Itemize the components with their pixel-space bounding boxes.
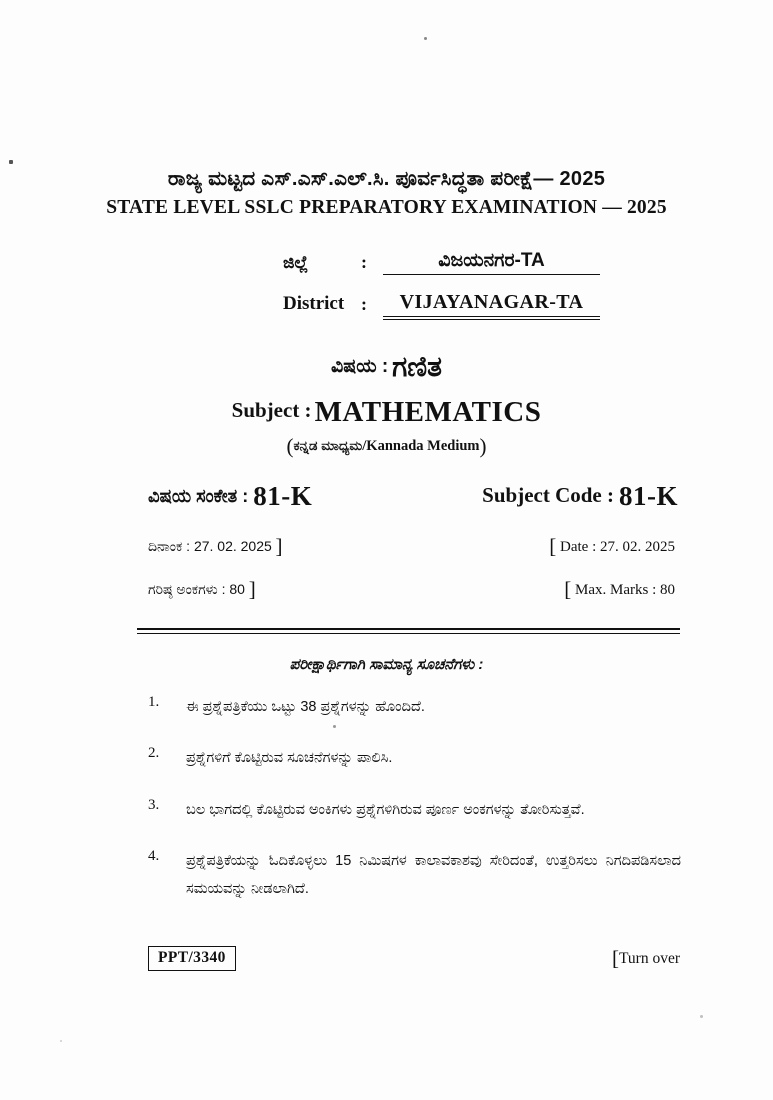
subject-line-english xyxy=(0,396,773,429)
district-value-english: VIJAYANAGAR-TA xyxy=(399,291,584,313)
date-bracket-english: [ xyxy=(549,534,557,558)
instruction-number: 4. xyxy=(148,847,160,864)
instruction-text: ಪ್ರಶ್ನೆಗಳಿಗೆ ಕೊಟ್ಟಿರುವ ಸೂಚನೆಗಳನ್ನು ಪಾಲಿಸಿ. xyxy=(186,750,393,767)
medium-separator: / xyxy=(362,438,367,454)
subject-code-value-english: 81-K xyxy=(619,481,678,511)
instructions-heading: ಪರೀಕ್ಷಾರ್ಥಿಗಾಗಿ ಸಾಮಾನ್ಯ ಸೂಚನೆಗಳು : xyxy=(289,656,484,673)
date-bracket-kannada: ] xyxy=(275,534,283,558)
exam-title-english: STATE LEVEL SSLC PREPARATORY EXAMINATION — 2025 xyxy=(106,197,667,218)
medium-paren-open: ( xyxy=(286,434,294,458)
instruction-number: 2. xyxy=(148,745,160,762)
instruction-text: ಪ್ರಶ್ನೆಪತ್ರಿಕೆಯನ್ನು ಓದಿಕೊಳ್ಳಲು 15 ನಿಮಿಷಗಳ ಕಾಲಾವಕಾಶವು ಸೇರಿದಂತೆ, ಉತ್ತರಿಸಲು ನಿಗದಿಪಡಿಸಲಾದ ಸಮಯವನ್ನು ನೀಡಲಾಗಿದೆ. xyxy=(186,852,681,898)
subject-code-row xyxy=(0,481,773,512)
subject-label-kannada: ವಿಷಯ : xyxy=(331,356,389,377)
max-marks-bracket-english: [ xyxy=(564,577,572,601)
instruction-number: 3. xyxy=(148,796,160,813)
date-kannada xyxy=(148,534,283,559)
district-value-kannada-field xyxy=(383,250,600,275)
page-footer xyxy=(0,946,773,971)
scan-artifact-speck xyxy=(700,1015,703,1018)
date-row xyxy=(0,534,773,559)
paper-code-box: PPT/3340 xyxy=(148,946,236,971)
district-colon-kannada: : xyxy=(361,252,367,272)
instruction-text: ಬಲ ಭಾಗದಲ್ಲಿ ಕೊಟ್ಟಿರುವ ಅಂಕಿಗಳು ಪ್ರಶ್ನೆಗಳಿಗಿರುವ ಪೂರ್ಣ ಅಂಕಗಳನ್ನು ತೋರಿಸುತ್ತವೆ. xyxy=(186,801,585,818)
instruction-item xyxy=(148,744,681,772)
subject-code-value-kannada: 81-K xyxy=(253,481,313,511)
district-colon-english: : xyxy=(361,294,367,314)
district-value-kannada: ವಿಜಯನಗರ-TA xyxy=(438,250,545,271)
subject-line-kannada xyxy=(0,351,773,384)
date-text-english: Date : 27. 02. 2025 xyxy=(560,539,675,555)
max-marks-english xyxy=(564,577,675,602)
district-row-english xyxy=(283,275,773,317)
turn-over-bracket: [ xyxy=(611,946,619,970)
medium-label-english: Kannada Medium xyxy=(366,438,480,454)
divider-line-top xyxy=(137,628,680,630)
max-marks-bracket-kannada: ] xyxy=(248,577,256,601)
turn-over-text: Turn over xyxy=(618,950,680,967)
subject-value-english: MATHEMATICS xyxy=(314,396,542,428)
instruction-item xyxy=(148,796,681,824)
subject-code-label-english: Subject Code : xyxy=(482,483,614,507)
instruction-text: ಈ ಪ್ರಶ್ನೆಪತ್ರಿಕೆಯು ಒಟ್ಟು 38 ಪ್ರಶ್ನೆಗಳನ್ನು ಹೊಂದಿದೆ. xyxy=(186,699,425,715)
medium-label-kannada: ಕನ್ನಡ ಮಾಧ್ಯಮ xyxy=(293,438,363,453)
subject-code-kannada xyxy=(148,481,312,512)
district-value-english-field xyxy=(383,291,600,317)
section-divider xyxy=(0,628,773,634)
exam-title-kannada: ರಾಜ್ಯ ಮಟ್ಟದ ಎಸ್.ಎಸ್.ಎಲ್.ಸಿ. ಪೂರ್ವಸಿದ್ಧತಾ ಪರೀಕ್ಷೆ— 2025 xyxy=(167,168,606,190)
max-marks-text-kannada: ಗರಿಷ್ಠ ಅಂಕಗಳು : 80 xyxy=(148,581,245,597)
turn-over-note xyxy=(612,946,680,971)
district-block xyxy=(0,233,773,317)
instructions-list xyxy=(0,693,773,903)
instruction-number: 1. xyxy=(148,694,160,710)
date-english xyxy=(549,534,675,559)
subject-code-label-kannada: ವಿಷಯ ಸಂಕೇತ : xyxy=(148,486,249,506)
subject-value-kannada: ಗಣಿತ xyxy=(392,351,442,382)
medium-line xyxy=(0,434,773,459)
max-marks-kannada xyxy=(148,577,256,602)
district-row-kannada xyxy=(283,233,773,275)
max-marks-row xyxy=(0,577,773,602)
medium-paren-close: ) xyxy=(479,434,487,458)
instruction-item xyxy=(148,847,681,904)
district-label-kannada: ಜಿಲ್ಲೆ xyxy=(283,253,309,272)
instruction-item xyxy=(148,693,681,721)
subject-label-english: Subject : xyxy=(231,398,312,422)
divider-line-bottom xyxy=(137,633,680,634)
max-marks-text-english: Max. Marks : 80 xyxy=(575,582,675,598)
scan-artifact-speck xyxy=(60,1040,62,1042)
date-text-kannada: ದಿನಾಂಕ : 27. 02. 2025 xyxy=(148,538,272,554)
district-label-english: District xyxy=(283,293,345,314)
subject-code-english xyxy=(482,481,678,512)
